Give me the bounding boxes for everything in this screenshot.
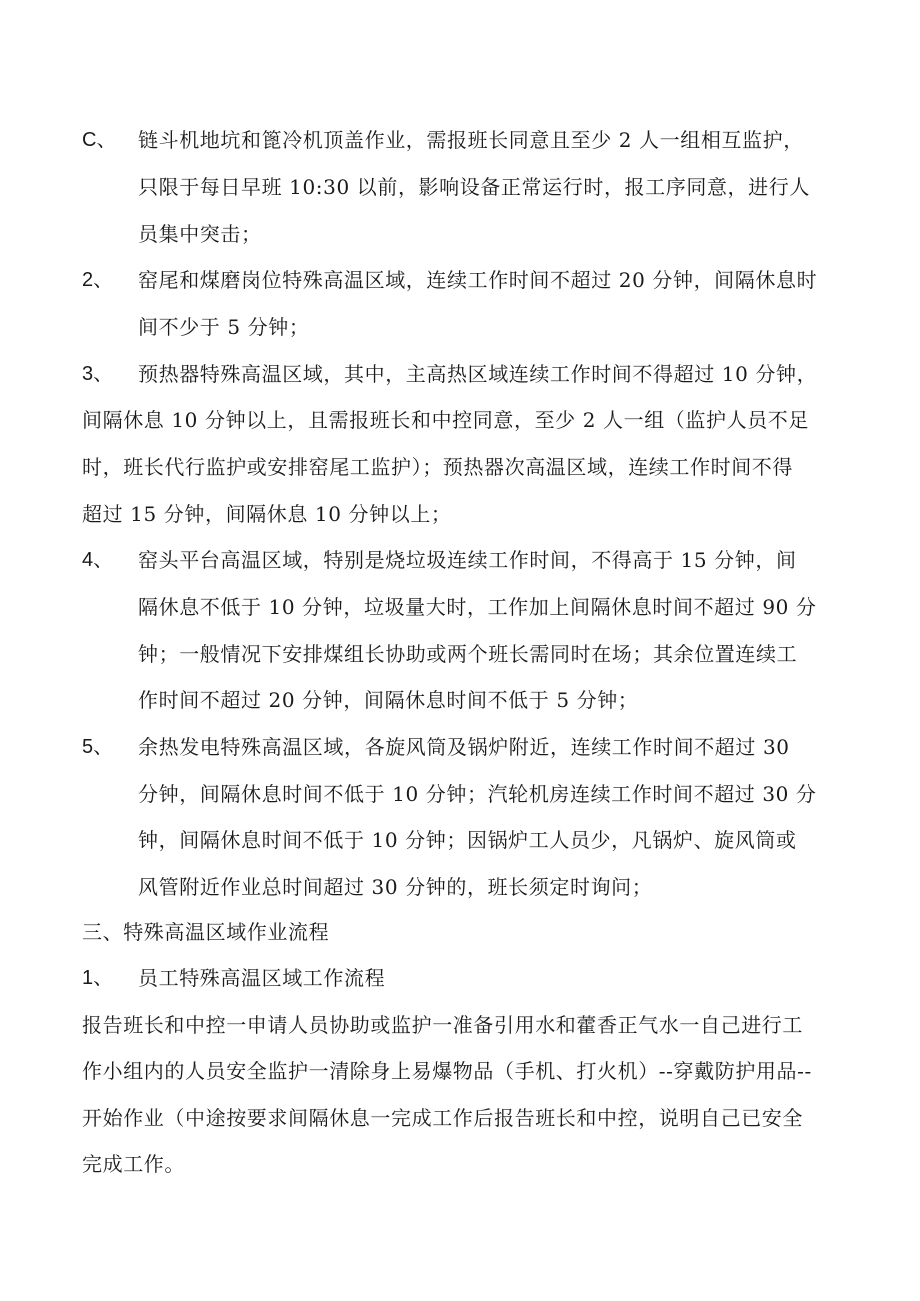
list-item-line: 只限于每日早班 10:30 以前，影响设备正常运行时，报工序同意，进行人 [138,175,810,199]
flow-paragraph-line: 报告班长和中控一申请人员协助或监护一准备引用水和藿香正气水一自己进行工 [82,1013,803,1037]
list-item-line: 预热器特殊高温区域，其中，主高热区域连续工作时间不得超过 10 分钟， [138,362,818,386]
list-item-line: 余热发电特殊高温区域，各旋风筒及锅炉附近，连续工作时间不超过 30 [138,735,790,759]
list-item-line: 窑尾和煤磨岗位特殊高温区域，连续工作时间不超过 20 分钟，间隔休息时 [138,268,818,292]
list-item-line: 窑头平台高温区域，特别是烧垃圾连续工作时间，不得高于 15 分钟，间 [138,548,797,572]
list-item-line: 钟，间隔休息时间不低于 10 分钟；因锅炉工人员少，凡锅炉、旋风筒或 [138,828,797,852]
list-item-line: 超过 15 分钟，间隔休息 10 分钟以上； [82,502,452,526]
list-marker: 5、 [82,736,114,758]
list-item-line: 间隔休息 10 分钟以上，且需报班长和中控同意，至少 2 人一组（监护人员不足 [82,408,810,432]
sub-item-title: 员工特殊高温区域工作流程 [138,966,386,990]
list-item-line: 员集中突击； [138,222,262,246]
list-item-line: 链斗机地坑和篦冷机顶盖作业，需报班长同意且至少 2 人一组相互监护， [138,128,804,152]
list-marker: 2、 [82,269,114,291]
list-item-line: 作时间不超过 20 分钟，间隔休息时间不低于 5 分钟； [138,688,639,712]
list-item-line: 时，班长代行监护或安排窑尾工监护）；预热器次高温区域，连续工作时间不得 [82,455,793,479]
list-marker: 1、 [82,967,114,989]
flow-paragraph-line: 作小组内的人员安全监护一清除身上易爆物品（手机、打火机）--穿戴防护用品-- [82,1059,812,1083]
list-marker: 3、 [82,363,114,385]
list-item-line: 分钟，间隔休息时间不低于 10 分钟；汽轮机房连续工作时间不超过 30 分 [138,782,817,806]
list-marker: 4、 [82,549,114,571]
list-marker: C、 [82,129,117,151]
list-item-line: 风管附近作业总时间超过 30 分钟的，班长须定时询问； [138,875,653,899]
list-item-line: 钟；一般情况下安排煤组长协助或两个班长需同时在场；其余位置连续工 [138,642,798,666]
flow-paragraph-line: 开始作业（中途按要求间隔休息一完成工作后报告班长和中控，说明自己已安全 [82,1106,803,1130]
list-item-line: 隔休息不低于 10 分钟，垃圾量大时，工作加上间隔休息时间不超过 90 分 [138,595,817,619]
section-heading: 三、特殊高温区域作业流程 [82,920,330,944]
list-item-line: 间不少于 5 分钟； [138,315,310,339]
flow-paragraph-line: 完成工作。 [82,1152,185,1176]
